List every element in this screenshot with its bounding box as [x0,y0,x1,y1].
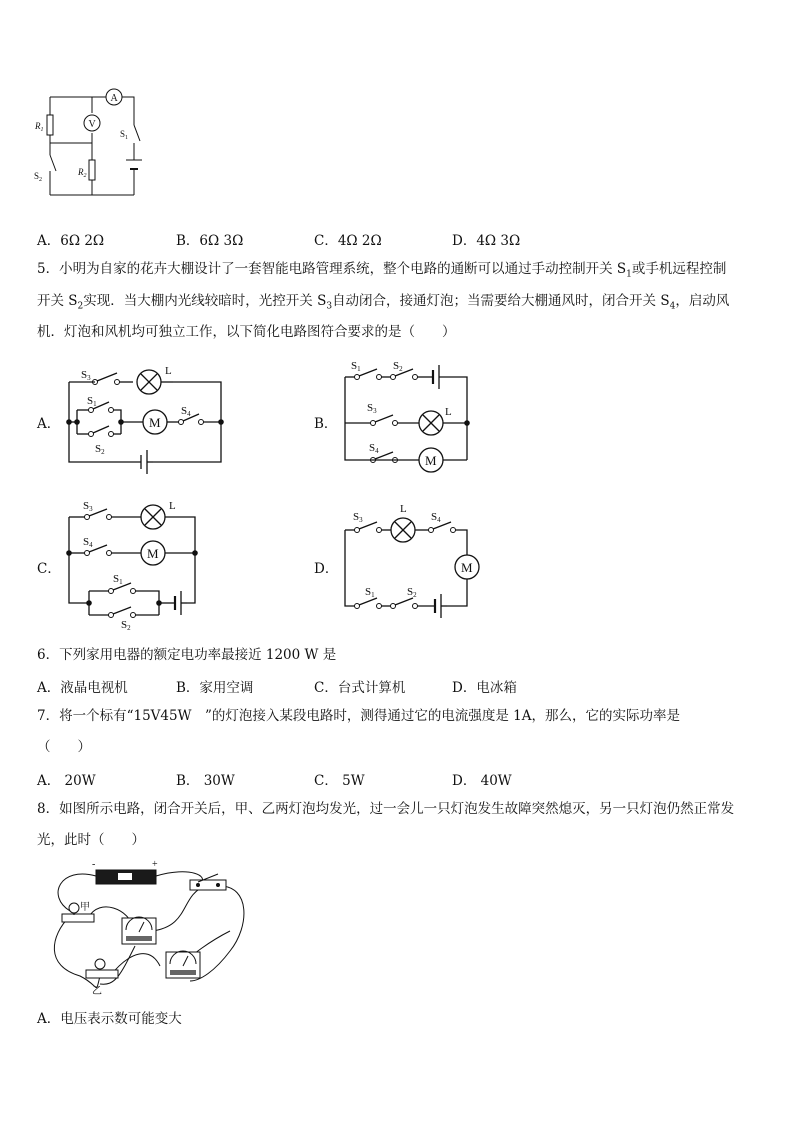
svg-text:S2: S2 [393,360,403,373]
q5-option-d-label[interactable]: D． [314,561,339,577]
q4-option-c[interactable]: C．4Ω 2Ω [314,233,382,249]
q5-option-a-label[interactable]: A． [37,416,61,432]
svg-text:S4: S4 [83,536,93,549]
q4-circuit-diagram [30,85,160,205]
q4-option-b[interactable]: B．6Ω 3Ω [176,233,244,249]
q5-option-b-label[interactable]: B． [314,416,338,432]
s1-label: $S_1$ [120,129,129,141]
q4-option-d[interactable]: D．4Ω 3Ω [452,233,521,249]
q6-option-a[interactable]: A．液晶电视机 [37,680,128,696]
svg-text:S3: S3 [367,402,377,415]
q5-stem-line-2: 开关 $S_2$实现．当大棚内光线较暗时，光控开关 $S_3$自动闭合，接通灯泡；当需要给大棚通风时，闭合开关 $S_4$，启动风 [37,293,730,312]
svg-text:S3: S3 [81,369,91,382]
svg-text:S2: S2 [95,443,105,456]
ammeter-label: A [110,93,118,104]
q7-option-b[interactable]: B． 30W [176,773,235,789]
resistor-r1 [47,115,53,135]
q7-answer-paren: （ ） [37,739,91,755]
svg-text:L: L [445,406,452,418]
q7-option-c[interactable]: C． 5W [314,773,365,789]
svg-text:S4: S4 [431,511,441,524]
lamp-jia-icon [69,903,79,913]
r2-label: $R_2$ [78,167,87,179]
svg-text:+: + [152,859,158,870]
svg-text:S2: S2 [121,619,131,630]
svg-text:甲: 甲 [80,902,90,913]
q6-option-b[interactable]: B．家用空调 [176,680,254,696]
q5-circuit-c[interactable] [55,495,220,630]
svg-text:S1: S1 [351,360,361,373]
svg-text:M: M [149,415,161,430]
q5-circuit-b[interactable] [335,355,485,480]
r1-label: $R_1$ [35,121,44,133]
switch-icon [190,880,226,890]
svg-text:S3: S3 [353,511,363,524]
q5-stem-line-3: 机．灯泡和风机均可独立工作，以下简化电路图符合要求的是（ ） [37,324,456,340]
q5-option-c-label[interactable]: C． [37,561,61,577]
svg-text:L: L [169,500,176,512]
svg-text:-: - [92,859,96,870]
q7-option-a[interactable]: A． 20W [37,773,96,789]
svg-text:S4: S4 [369,442,379,455]
svg-text:S1: S1 [365,586,375,599]
svg-text:L: L [400,503,407,515]
q8-stem-line-1: 8．如图所示电路，闭合开关后，甲、乙两灯泡均发光，过一会儿一只灯泡发生故障突然熄灭，另一只灯泡仍然正常发 [37,801,735,817]
svg-text:S4: S4 [181,405,191,418]
s2-label: $S_2$ [34,171,43,183]
svg-text:S1: S1 [87,395,97,408]
svg-text:S3: S3 [83,500,93,513]
svg-text:乙: 乙 [92,986,102,997]
q6-stem: 6．下列家用电器的额定电功率最接近 1200 W 是 [37,647,337,663]
svg-text:L: L [165,365,172,377]
q5-circuit-a[interactable] [55,360,235,475]
q7-stem: 7．将一个标有“15V45W ”的灯泡接入某段电路时，测得通过它的电流强度是 1A，那么，它的实际功率是 [37,708,681,724]
q8-stem-line-2: 光，此时（ ） [37,832,145,848]
q5-stem-line-1: 5．小明为自家的花卉大棚设计了一套智能电路管理系统，整个电路的通断可以通过手动控制开关 $S_1$或手机远程控制 [37,261,727,280]
q6-option-c[interactable]: C．台式计算机 [314,680,406,696]
q7-option-d[interactable]: D． 40W [452,773,512,789]
q8-option-a[interactable]: A．电压表示数可能变大 [37,1011,182,1027]
resistor-r2 [89,160,95,180]
q6-option-d[interactable]: D．电冰箱 [452,680,517,696]
svg-text:S2: S2 [407,586,417,599]
q4-option-a[interactable]: A．6Ω 2Ω [37,233,105,249]
svg-text:M: M [461,560,473,575]
q5-circuit-d[interactable] [335,500,495,620]
svg-text:S1: S1 [113,573,123,586]
lamp-yi-icon [95,959,105,969]
svg-text:M: M [147,546,159,561]
voltmeter-label: V [88,119,96,130]
q8-physical-circuit-figure [40,856,250,1006]
svg-text:M: M [425,453,437,468]
